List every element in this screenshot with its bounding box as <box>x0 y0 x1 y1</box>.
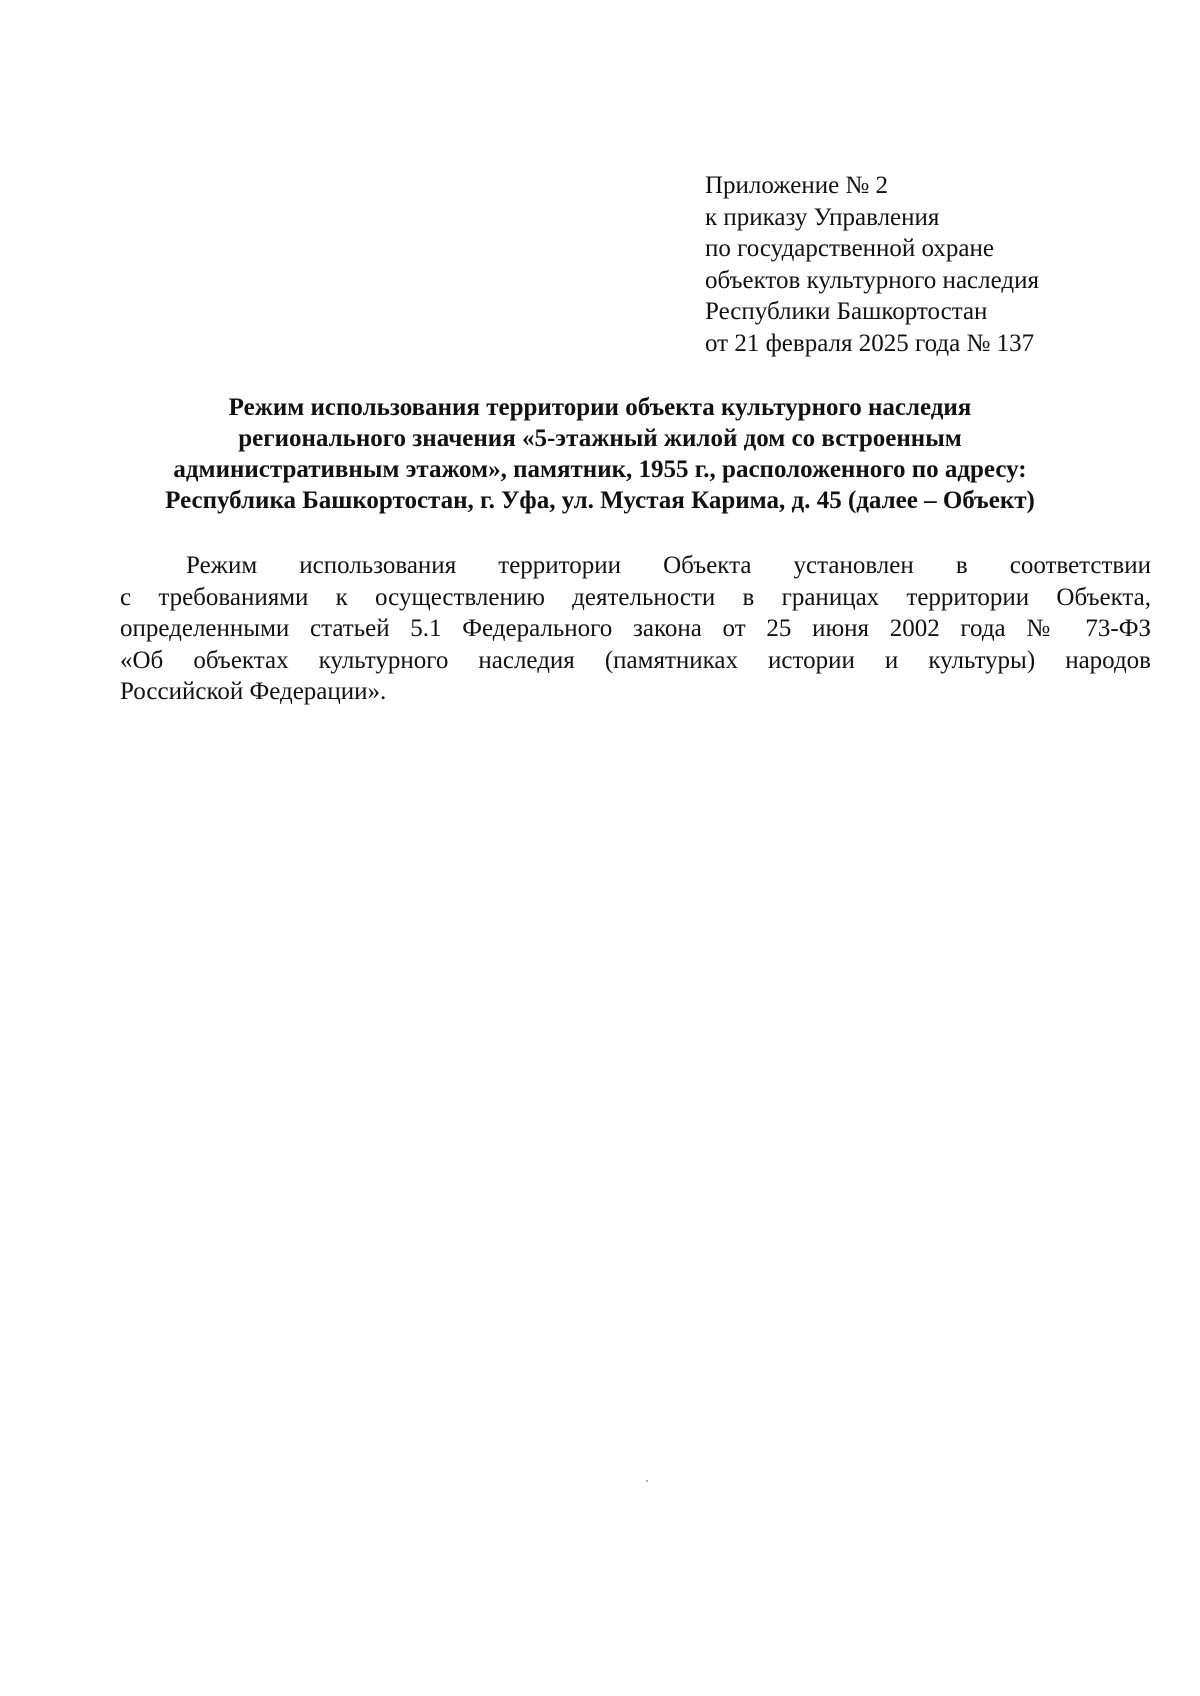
scan-speck <box>646 1480 648 1482</box>
appendix-line: от 21 февраля 2025 года № 137 <box>705 329 1035 357</box>
title-line: Республика Башкортостан, г. Уфа, ул. Мустая Карима, д. 45 (далее – Объект) <box>165 487 1035 514</box>
appendix-line: Республики Башкортостан <box>705 298 988 325</box>
body-line: Российской Федерации». <box>120 678 387 705</box>
body-paragraph <box>120 550 1151 708</box>
appendix-line: по государственной охране <box>705 235 995 262</box>
body-line: Режим использования территории Объекта установлен в соответствии <box>186 552 1151 579</box>
title-line: регионального значения «5-этажный жилой дом со встроенным <box>238 425 962 452</box>
body-line: «Об объектах культурного наследия (памятниках истории и культуры) народов <box>120 646 1151 674</box>
document-title <box>120 392 1080 516</box>
appendix-line: объектов культурного наследия <box>705 266 1039 294</box>
body-line: с требованиями к осуществлению деятельности в границах территории Объекта, <box>120 583 1151 611</box>
title-line: административным этажом», памятник, 1955 г., расположенного по адресу: <box>173 456 1027 483</box>
appendix-header <box>705 170 1125 359</box>
appendix-line: к приказу Управления <box>705 203 940 231</box>
body-line: определенными статьей 5.1 Федерального закона от 25 июня 2002 года № 73-ФЗ <box>120 615 1151 642</box>
appendix-line: Приложение № 2 <box>705 172 889 199</box>
title-line: Режим использования территории объекта культурного наследия <box>228 394 972 421</box>
